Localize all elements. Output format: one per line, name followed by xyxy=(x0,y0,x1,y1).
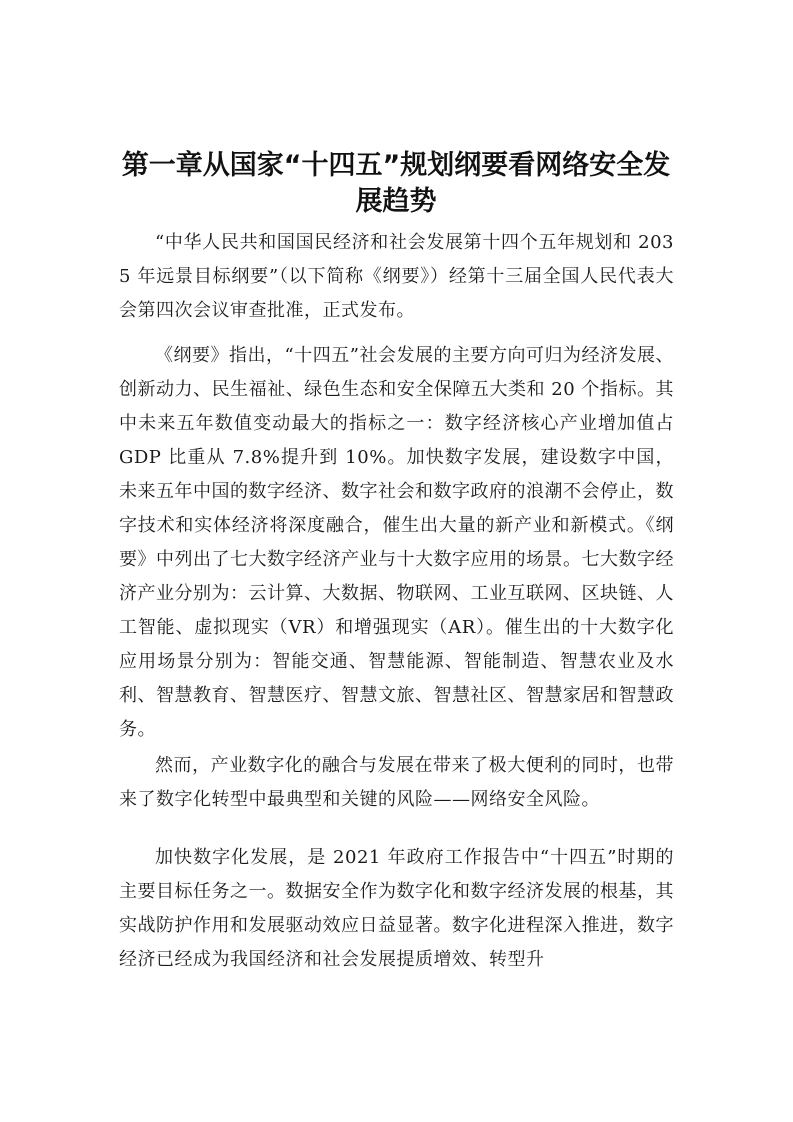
paragraph-text: 《纲要》指出，“十四五”社会发展的主要方向可归为经济发展、创新动力、民生福祉、绿色生态和安全保障五大类和 20 个指标。其中未来五年数值变动最大的指标之一：数字经济核心产业增加值占 GDP 比重从 7.8%提升到 10%。加快数字发展，建设数字中国，未来五年中国的数字经济、数字社会和数字政府的浪潮不会停止，数字技术和实体经济将深度融合，催生出大量的新产业和新模式。《纲要》中列出了七大数字经济产业与十大数字应用的场景。七大数字经济产业分别为：云计算、大数据、物联网、工业互联网、区块链、人工智能、虚拟现实（VR）和增强现实（AR）。催生出的十大数字化应用场景分别为：智能交通、智慧能源、智能制造、智慧农业及水利、智慧教育、智慧医疗、智慧文旅、智慧社区、智慧家居和智慧政务。 xyxy=(119,345,674,740)
paragraph-text: “中华人民共和国国民经济和社会发展第十四个五年规划和 2035 年远景目标纲要”（以下简称《纲要》）经第十三届全国人民代表大会第四次会议审查批准，正式发布。 xyxy=(119,232,674,321)
paragraph-security-risk xyxy=(119,749,674,817)
paragraph-intro xyxy=(119,226,674,328)
paragraph-outline-indicators xyxy=(119,339,674,747)
paragraph-text: 加快数字化发展，是 2021 年政府工作报告中“十四五”时期的主要目标任务之一。数据安全作为数字化和数字经济发展的根基，其实战防护作用和发展驱动效应日益显著。数字化进程深入推进，数字经济已经成为我国经济和社会发展提质增效、转型升 xyxy=(119,847,674,970)
chapter-title: 第一章从国家“十四五”规划纲要看网络安全发展趋势 xyxy=(121,150,671,217)
paragraph-text: 然而，产业数字化的融合与发展在带来了极大便利的同时，也带来了数字化转型中最典型和关键的风险——网络安全风险。 xyxy=(119,755,674,810)
paragraph-digital-development xyxy=(119,841,674,977)
